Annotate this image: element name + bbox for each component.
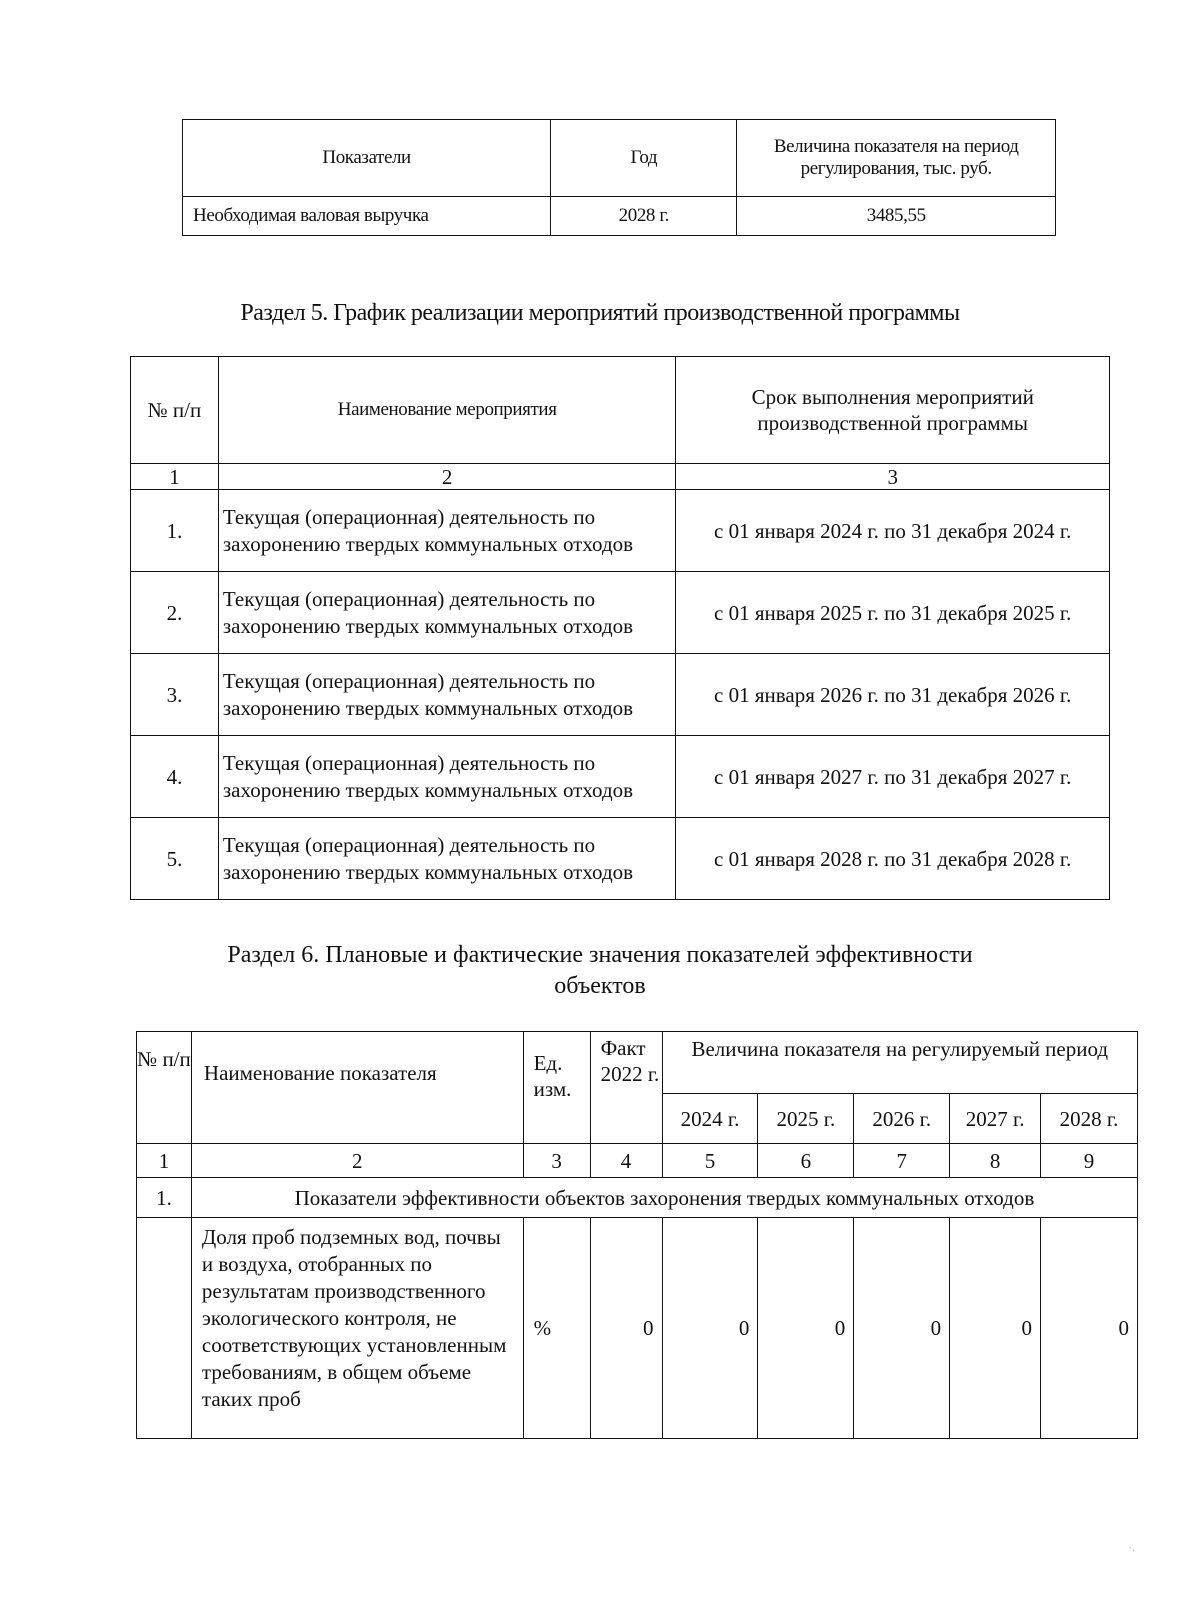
section5-title: Раздел 5. График реализации мероприятий производственной программы bbox=[240, 300, 960, 326]
header-year: 2026 г. bbox=[854, 1094, 950, 1144]
year-value: 0 bbox=[950, 1218, 1041, 1439]
fact-value: 0 bbox=[590, 1218, 662, 1439]
col-number: 9 bbox=[1041, 1144, 1138, 1178]
header-unit: Ед. изм. bbox=[523, 1032, 590, 1144]
year-value: 0 bbox=[854, 1218, 950, 1439]
activity-deadline: с 01 января 2024 г. по 31 декабря 2024 г. bbox=[676, 490, 1110, 572]
col-number: 1 bbox=[137, 1144, 192, 1178]
header-regulated-period: Величина показателя на регулируемый период bbox=[662, 1032, 1137, 1094]
value-cell: 3485,55 bbox=[737, 197, 1056, 236]
revenue-table bbox=[182, 119, 1056, 236]
group-title: Показатели эффективности объектов захоронения твердых коммунальных отходов bbox=[191, 1178, 1137, 1218]
header-year: Год bbox=[551, 120, 737, 197]
header-num: № п/п bbox=[137, 1032, 192, 1144]
year-cell: 2028 г. bbox=[551, 197, 737, 236]
activity-name: Текущая (операционная) деятельность по захоронению твердых коммунальных отходов bbox=[218, 572, 676, 654]
header-indicators: Показатели bbox=[183, 120, 551, 197]
schedule-table bbox=[130, 356, 1110, 900]
activity-deadline: с 01 января 2026 г. по 31 декабря 2026 г. bbox=[676, 654, 1110, 736]
group-num: 1. bbox=[137, 1178, 192, 1218]
table-row bbox=[131, 818, 1110, 900]
activity-deadline: с 01 января 2028 г. по 31 декабря 2028 г. bbox=[676, 818, 1110, 900]
col-number: 5 bbox=[662, 1144, 758, 1178]
table-row bbox=[137, 1218, 1138, 1439]
row-num: 3. bbox=[131, 654, 219, 736]
row-num: 1. bbox=[131, 490, 219, 572]
col-number: 3 bbox=[676, 464, 1110, 490]
header-year: 2028 г. bbox=[1041, 1094, 1138, 1144]
header-year: 2024 г. bbox=[662, 1094, 758, 1144]
column-number-row bbox=[131, 464, 1110, 490]
column-number-row bbox=[137, 1144, 1138, 1178]
year-value: 0 bbox=[758, 1218, 854, 1439]
table-header-row bbox=[131, 357, 1110, 464]
scan-artifact: ·. bbox=[1128, 1540, 1135, 1554]
section6-title: Раздел 6. Плановые и фактические значения показателей эффективности объектов bbox=[227, 942, 973, 999]
header-deadline: Срок выполнения мероприятий производственной программы bbox=[676, 357, 1110, 464]
row-num: 4. bbox=[131, 736, 219, 818]
efficiency-table bbox=[136, 1031, 1138, 1439]
header-fact-2022: Факт 2022 г. bbox=[590, 1032, 662, 1144]
col-number: 2 bbox=[218, 464, 676, 490]
col-number: 6 bbox=[758, 1144, 854, 1178]
activity-name: Текущая (операционная) деятельность по захоронению твердых коммунальных отходов bbox=[218, 736, 676, 818]
activity-name: Текущая (операционная) деятельность по захоронению твердых коммунальных отходов bbox=[218, 654, 676, 736]
col-number: 1 bbox=[131, 464, 219, 490]
header-num: № п/п bbox=[131, 357, 219, 464]
row-num: 2. bbox=[131, 572, 219, 654]
activity-name: Текущая (операционная) деятельность по захоронению твердых коммунальных отходов bbox=[218, 490, 676, 572]
indicator-name: Доля проб подземных вод, почвы и воздуха, отобранных по результатам производственного экологического контроля, не соответствующих установленным требованиям, в общем объеме таких проб bbox=[191, 1218, 523, 1439]
year-value: 0 bbox=[1041, 1218, 1138, 1439]
table-header-row bbox=[137, 1032, 1138, 1094]
indicator-unit: % bbox=[523, 1218, 590, 1439]
header-year: 2025 г. bbox=[758, 1094, 854, 1144]
row-num-empty bbox=[137, 1218, 192, 1439]
activity-name: Текущая (операционная) деятельность по захоронению твердых коммунальных отходов bbox=[218, 818, 676, 900]
col-number: 4 bbox=[590, 1144, 662, 1178]
indicator-cell: Необходимая валовая выручка bbox=[183, 197, 551, 236]
table-row bbox=[131, 736, 1110, 818]
activity-deadline: с 01 января 2027 г. по 31 декабря 2027 г. bbox=[676, 736, 1110, 818]
table-row bbox=[131, 572, 1110, 654]
col-number: 8 bbox=[950, 1144, 1041, 1178]
col-number: 2 bbox=[191, 1144, 523, 1178]
header-indicator-name: Наименование показателя bbox=[191, 1032, 523, 1144]
table-row bbox=[183, 197, 1056, 236]
row-num: 5. bbox=[131, 818, 219, 900]
col-number: 7 bbox=[854, 1144, 950, 1178]
activity-deadline: с 01 января 2025 г. по 31 декабря 2025 г. bbox=[676, 572, 1110, 654]
group-row bbox=[137, 1178, 1138, 1218]
header-activity-name: Наименование мероприятия bbox=[218, 357, 676, 464]
header-year: 2027 г. bbox=[950, 1094, 1041, 1144]
table-row bbox=[131, 654, 1110, 736]
header-value: Величина показателя на период регулирования, тыс. руб. bbox=[737, 120, 1056, 197]
col-number: 3 bbox=[523, 1144, 590, 1178]
table-header-row bbox=[183, 120, 1056, 197]
year-value: 0 bbox=[662, 1218, 758, 1439]
table-row bbox=[131, 490, 1110, 572]
